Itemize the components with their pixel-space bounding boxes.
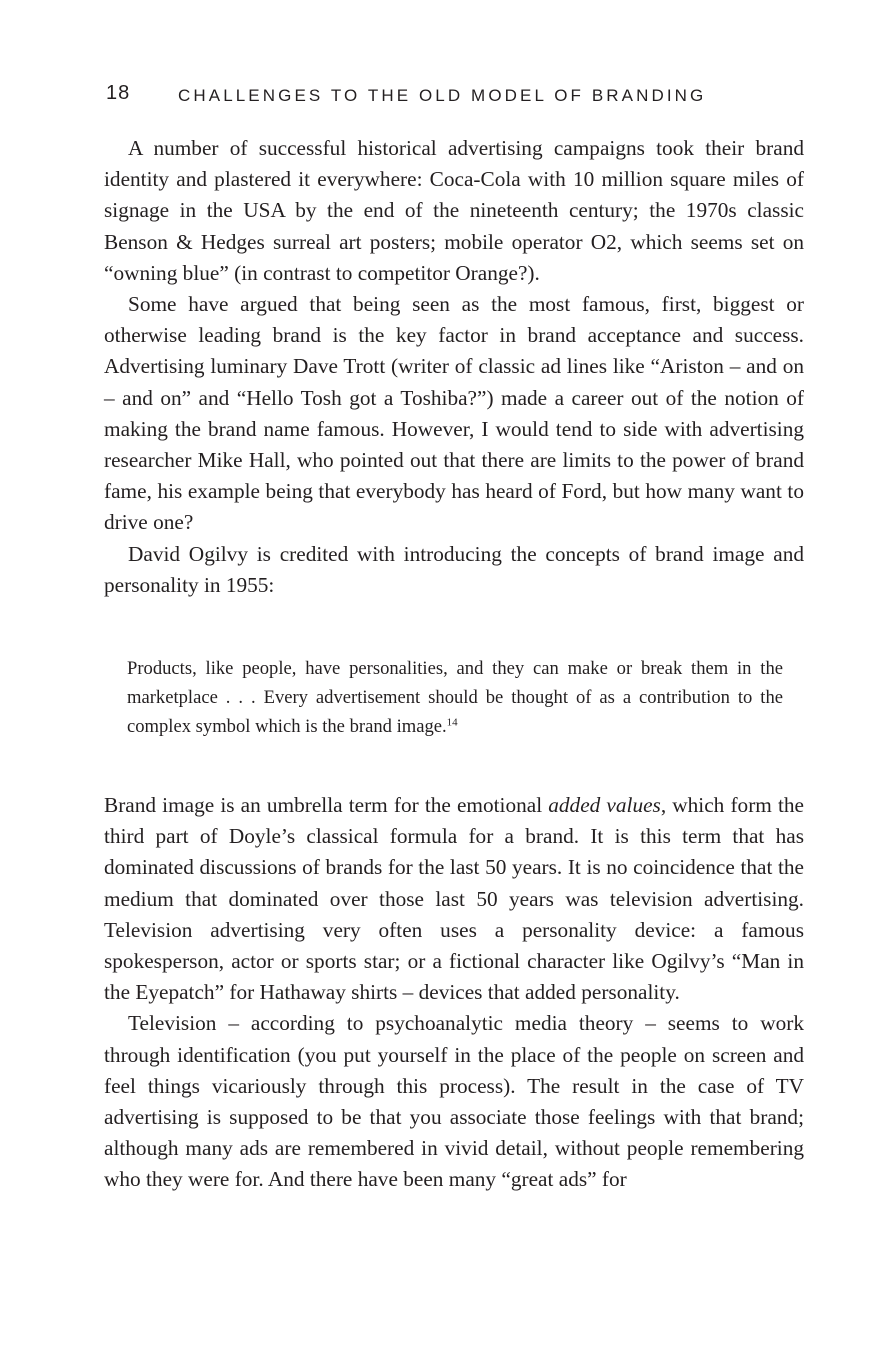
- body-text-lower: [104, 790, 804, 1196]
- footnote-reference: 14: [446, 716, 458, 729]
- paragraph-4-emphasis: added values: [548, 793, 661, 817]
- block-quote: [127, 654, 783, 741]
- quote-text: Products, like people, have personalities, and they can make or break them in the marketplace . . . Every advertisement should be thought of as a contribution to the complex symbol which is the brand image.: [127, 658, 783, 737]
- paragraph-4-start: Brand image is an umbrella term for the emotional: [104, 793, 549, 817]
- paragraph-4: [104, 790, 804, 1008]
- body-text-upper: [104, 133, 804, 601]
- running-title: CHALLENGES TO THE OLD MODEL OF BRANDING: [178, 86, 707, 105]
- quote-paragraph: [127, 654, 783, 741]
- paragraph-1: A number of successful historical advertising campaigns took their brand identity and plastered it everywhere: Coca-Cola with 10 million square miles of signage in the USA by the end of the nineteenth century; the 1970s classic Benson & Hedges surreal art posters; mobile operator O2, which seems set on “owning blue” (in contrast to competitor Orange?).: [104, 136, 804, 285]
- running-header: [106, 80, 806, 110]
- page-number: 18: [106, 82, 131, 104]
- paragraph-3: David Ogilvy is credited with introducing the concepts of brand image and personality in 1955:: [104, 541, 804, 597]
- paragraph-4-end: , which form the third part of Doyle’s classical formula for a brand. It is this term that has dominated discussions of brands for the last 50 years. It is no coincidence that the medium that dominated over those last 50 years was television advertising. Television advertising very often uses a personality device: a famous spokesperson, actor or sports star; or a fictional character like Ogilvy’s “Man in the Eyepatch” for Hathaway shirts – devices that added personality.: [104, 793, 804, 1005]
- paragraph-2: Some have argued that being seen as the most famous, first, biggest or otherwise leading brand is the key factor in brand acceptance and success. Advertising luminary Dave Trott (writer of classic ad lines like “Ariston – and on – and on” and “Hello Tosh got a Toshiba?”) made a career out of the notion of making the brand name famous. However, I would tend to side with advertising researcher Mike Hall, who pointed out that there are limits to the power of brand fame, his example being that everybody has heard of Ford, but how many want to drive one?: [104, 292, 804, 535]
- paragraph-5: Television – according to psychoanalytic media theory – seems to work through identification (you put yourself in the place of the people on screen and feel things vicariously through this process). The result in the case of TV advertising is supposed to be that you associate those feelings with that brand; although many ads are remembered in vivid detail, without people remembering who they were for. And there have been many “great ads” for: [104, 1011, 804, 1192]
